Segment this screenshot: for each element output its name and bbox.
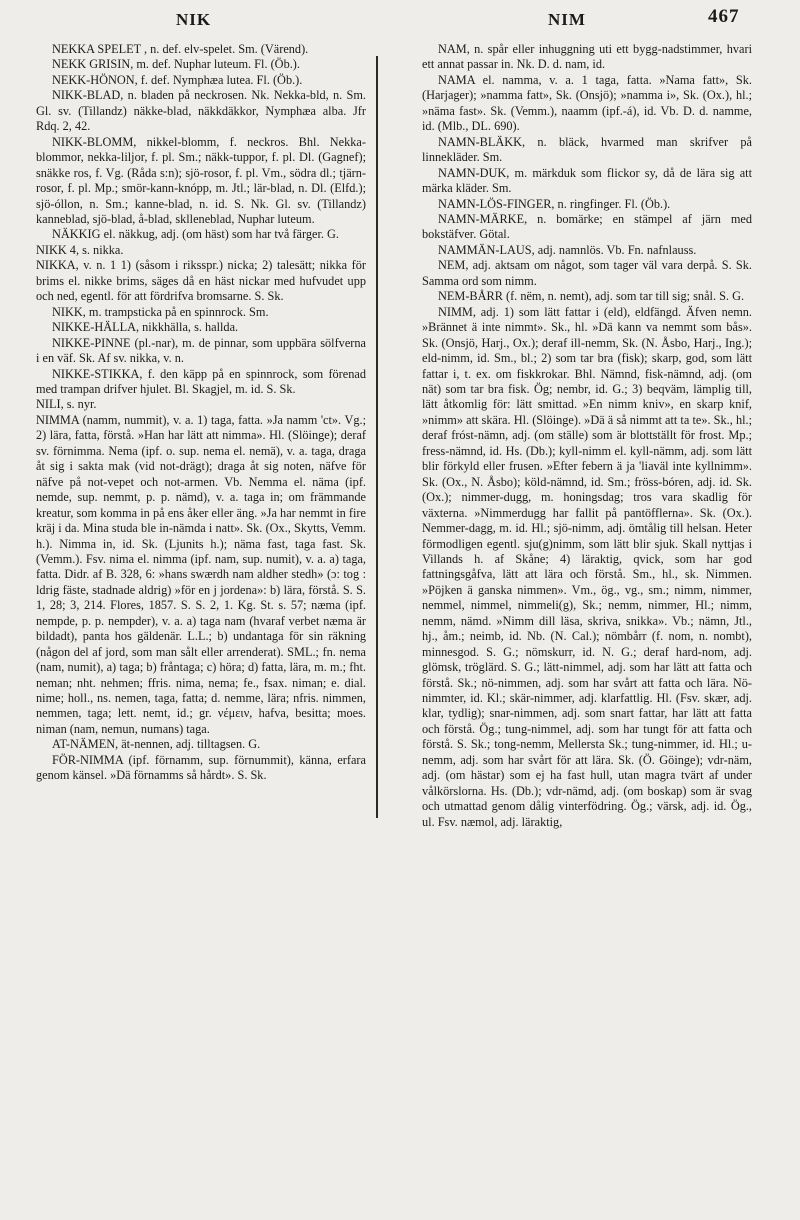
dictionary-entry: NAMA el. namma, v. a. 1 taga, fatta. »Nama fatt», Sk. (Harjager); »namma fatt», Sk. (Onsjö); »namma i», Sk. (Ox.), hl.; »näma fast». Sk. (Vemm.), naamm (ipf.-á), id. Vb. D. d. namme, id. (Mlb., DL. 690). (422, 72, 752, 134)
dictionary-entry: NIMMA (namm, nummit), v. a. 1) taga, fatta. »Ja namm 'ct». Vg.; 2) lära, fatta, förstå. »Han har lätt att nimma». Hl. (Slöinge); deraf sv. förnimma. Nema (ipf. o. sup. nema el. nemä), v. a. taga, draga åt sig i sakta mak (vid not-drägt); draga åt sig noten, näfve för näfve på not-vepet och not-armen. Vb. Nemma el. näma (ipf. nemde, sup. nemmt, p. p. nämd), v. a. taga in; om främmande kreatur, som komma in på ens åker eller äng. »Ja har nemmt in fire kräj i da. Mina studa ble in-nämda i natt». Sk. (Ox., Skytts, Vemm. h.). Nimma in, id. Sk. (Ljunits h.); näma fast, taga fast. Sk. (Vemm.). Fsv. nima el. nimma (ipf. nam, sup. numit), v. a. a) taga, fatta. Didr. af B. 328, 6: »hans swærdh nam aldher stedh» (ɔ: tog : ldrig fäste, stadnade aldrig) »för en j jordena»: b) lära, förstå. S. S. 1, 28; 3, 214. Flores, 1857. S. S. 2, 1. Kg. St. s. 57; næma (ipf. nempde, p. p. nempder), v. a. a) taga nam (hvaraf verbet næma är bildadt), panta hos gäldenär. L.L.; b) undantaga för sin räkning (någon del af jord, som man sålt eller arrenderat). SML.; fn. nema (nam, numit), a) taga; b) fråntaga; c) höra; d) fatta, lära, m. m.; fht. neman; nht. nehmen; ffris. nima, nema; fe., fsax. niman; e. dial. nime; holl., ns. nemen, taga, fatta; d. nemme, lära; nfris. nimmen, nemmen, taga; lett. nemt, id.; gr. νέμειν, hafva, besitta; moes. niman (nam, nemun, numans) taga. (36, 412, 366, 736)
right-column (422, 42, 752, 830)
dictionary-entry: NIKK 4, s. nikka. (36, 242, 124, 257)
dictionary-entry: NILI, s. nyr. (36, 397, 97, 412)
dictionary-entry: NAMN-BLÄKK, n. bläck, hvarmed man skrifver på linnekläder. Sm. (422, 134, 752, 165)
dictionary-entry: NIKKE-HÄLLA, nikkhälla, s. hallda. (52, 320, 239, 335)
dictionary-entry: NAMN-DUK, m. märkduk som flickor sy, då de lära sig att märka kläder. Sm. (422, 165, 752, 196)
dictionary-entry: FÖR-NIMMA (ipf. förnamm, sup. förnummit), känna, erfara genom känsel. »Dä förnamms så hårdt». S. Sk. (36, 752, 366, 783)
running-head-right: NIM (548, 10, 586, 29)
column-divider (376, 56, 378, 818)
page-number: 467 (708, 6, 740, 27)
dictionary-entry: AT-NÄMEN, ät-nennen, adj. tilltagsen. G. (52, 737, 261, 752)
dictionary-entry: NEKK GRISIN, m. def. Nuphar luteum. Fl. (Öb.). (52, 57, 300, 72)
dictionary-entry: NEM-BÅRR (f. nëm, n. nemt), adj. som tar till sig; snål. S. G. (438, 289, 745, 304)
dictionary-entry: NIKK, m. trampsticka på en spinnrock. Sm. (52, 304, 269, 319)
dictionary-entry: NIKKE-PINNE (pl.-nar), m. de pinnar, som uppbära sölfverna i en väf. Sk. Af sv. nikka, v. n. (36, 335, 366, 366)
dictionary-entry: NEKKA SPELET , n. def. elv-spelet. Sm. (Värend). (52, 42, 309, 56)
dictionary-entry: NIMM, adj. 1) som lätt fattar i (eld), eldfängd. Äfven nemn. »Brännet ä inte nimmt». Sk., hl. »Dä kann va nemmt som bås». Sk. (Onsjö, Harj., Ox.); deraf ill-nemm, Sk. (N. Åsbo, Harj., Ing.); eld-nimm, id. Sm., bl.; 2) som tar bra (fisk); skarp, god, som lätt fattar i, t. ex. om fiskkrokar. Bhl. Nämnd, fisk-nämnd, adj. (om nät) som tar bra fisk. Ög; nembr, id. G.; 3) beqväm, lämplig till, lätt åtkomlig för: lätt smittad. »En nimm kniv», en skarp knif, »nimm» att skära. Hl. (Slöinge). »Dä ä så nimmt att ta te». Sk., hl.; deraf fróst-nämn, adj. (om ställe) som är blottställt för frost. Mp.; fress-nämnd, id. Hs. (Db.); kyll-nimm el. kyll-nämm, adj. som lätt blir förkyld eller frusen. »Efter febern ä ja 'liaväl inte kyllnimm». Sk. (Ox., N. Åsbo); köld-nämnd, id. Sm.; fröss-bóren, adj. id. Sk. (Ox.); nimmer-dugg, m. honingsdag; tros vara skadlig för växterna. »Nimmerdugg har fallit på pantöfflerna». Sk. (Ox.). Nemmer-dagg, m. id. Hl.; sjö-nimm, adj. ömtålig till helsan. Heter förmodligen egentl. sju(g)nimm, som lätt blir sjuk. Skall nyttjas i Villands h. af Skåne; 4) läraktig, qvick, som har god fattningsgåfva, lätt att lära och förstå. Sm., hl., sk. Nimmen. »Pöjken ä ganska nimmen». Vm., ög., vg., sm.; nimm, nimmer, nemmel, nimmel, nimmeli(g), Sk.; nemm, nimmer, Hl.; nimm, nemm, nämd. »Nimm dill läsa, skriva, snikka». Vb.; nämn, Jtl., hj., åm.; neimb, id. Nb. (N. Cal.); nömbårr (f. nom, n. nombt), minnesgod. S. G.; nömskurr, id. N. G.; deraf hard-nom, adj. glömsk, tröglärd. S. G.; lätt-nimmel, adj. som har lätt att fatta och förstå. Sk.; nö-nimmen, adj. som har svårt att fatta och lära. Nö-nimmter, id. Kl.; skär-nimmer, adj. klarfattlig. Hl. (Fsv. skær, adj. klar, tydlig); snar-nimmen, adj. som snart fattar, har lätt att fatta och förstå. Ög.; tung-nimmel, adj. som har tungt för att fatta och förstå. S. Sk.; tong-nemm, Mellersta Sk.; tung-nimmer, id. Hl.; u-nemm, adj. som har svårt för att lära. Sk. (Ö. Göinge); vdr-näm, adj. (om hästar) som ej ha fast hull, utan magra tvärt af under vålkörslorna. Hs. (Db.); vdr-nämd, adj. (om boskap) som är svag och utmattad genom dålig vinterfödring. Ög.; värsk, adj. id. Ög., ul. Fsv. næmol, adj. läraktig, (422, 304, 752, 829)
dictionary-entry: NEKK-HÖNON, f. def. Nymphæa lutea. Fl. (Öb.). (52, 72, 303, 87)
dictionary-entry: NIKK-BLOMM, nikkel-blomm, f. neckros. Bhl. Nekka-blommor, nekka-liljor, f. pl. Sm.; näkk-tuppor, f. pl. Dl. (Gagnef); snäkke ros, f. Vg. (Råda s:n); sjö-rosor, f. pl. Vm., södra dl.; tjärn-rosor, f. pl. Mp.; smör-kann-knópp, m. Jtl.; lär-blad, n. Dl. (Elfd.); sjö-óllon, n. Sm.; kanne-blad, n. id. S. Nk. Gl. sv. (Tillandz) kanneblad, sjö-blad, å-blad, sklleneblad, Nuphar luteum. (36, 134, 366, 226)
dictionary-entry: NAMN-LÖS-FINGER, n. ringfinger. Fl. (Öb.). (438, 196, 671, 211)
page-header (0, 6, 800, 36)
left-column (36, 42, 366, 784)
dictionary-entry: NEM, adj. aktsam om något, som tager väl vara derpå. S. Sk. Samma ord som nimm. (422, 258, 752, 288)
dictionary-entry: NIKK-BLAD, n. bladen på neckrosen. Nk. Nekka-bld, n. Sm. Gl. sv. (Tillandz) näkke-blad, näkkdäkkor, Nymphæa alba. Jfr Rdq. 2, 42. (36, 88, 366, 134)
running-head-left: NIK (176, 10, 212, 29)
dictionary-entry: NAM, n. spår eller inhuggning uti ett bygg-nadstimmer, hvari ett annat passar in. Nk. D. d. nam, id. (422, 42, 752, 72)
dictionary-entry: NAMMÄN-LAUS, adj. namnlös. Vb. Fn. nafnlauss. (438, 242, 697, 257)
dictionary-entry: NAMN-MÄRKE, n. bomärke; en stämpel af järn med bokstäfver. Götal. (422, 211, 752, 242)
dictionary-entry: NIKKE-STIKKA, f. den käpp på en spinnrock, som förenad med trampan drifver hjulet. Bl. Skagjel, m. id. S. Sk. (36, 366, 366, 396)
dictionary-entry: NIKKA, v. n. 1 1) (såsom i riksspr.) nicka; 2) talesätt; nikka för brims el. nikke brims, säges då en häst nickar med hufvudet upp och ned, egentl. för att fördrifva bromsarne. S. Sk. (36, 258, 366, 304)
dictionary-entry: NÄKKIG el. näkkug, adj. (om häst) som har två färger. G. (52, 227, 339, 242)
